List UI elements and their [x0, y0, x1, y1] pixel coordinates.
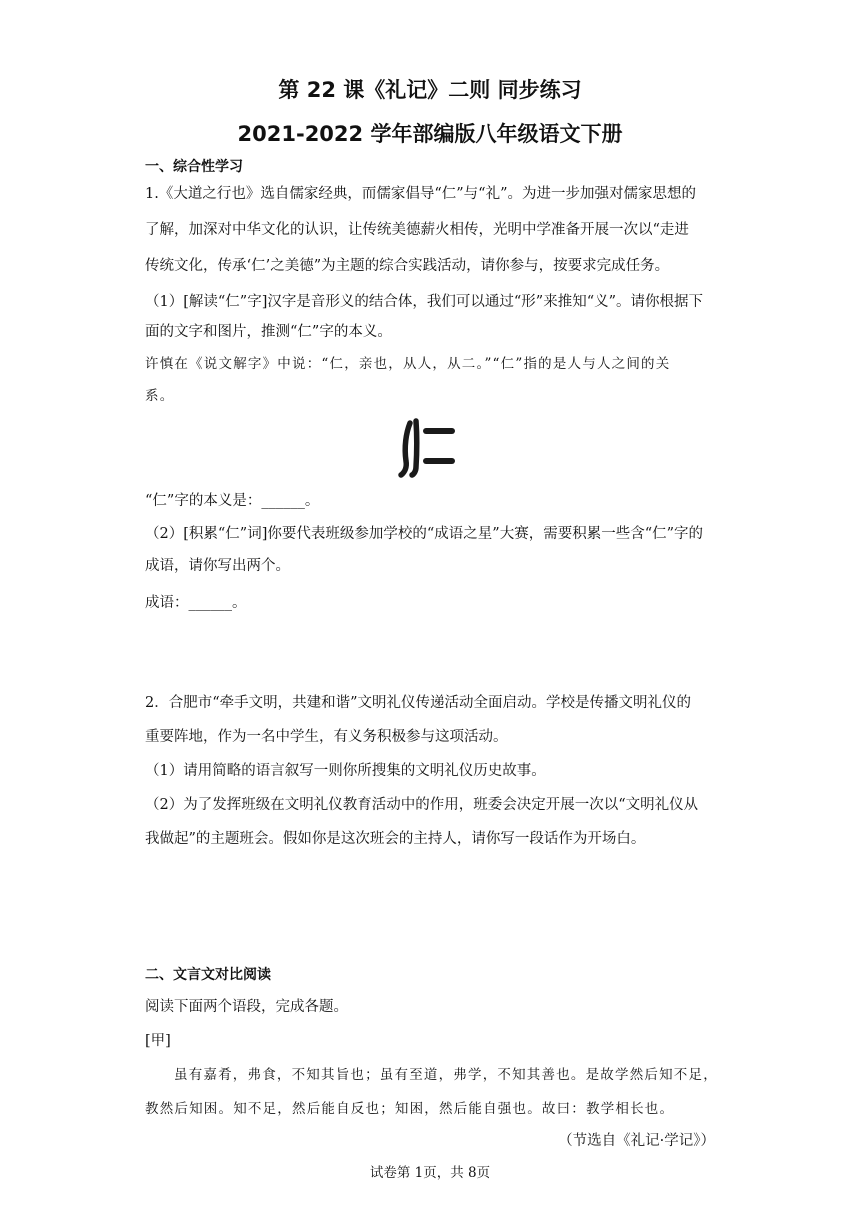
passage-label-jia: [甲]: [145, 1033, 171, 1049]
question-1-sub-2: （2）[积累“仁”词]你要代表班级参加学校的“成语之星”大赛，需要积累一些含“仁”字的: [145, 526, 704, 542]
shuowen-quote: 许慎在《说文解字》中说：“仁，亲也，从人，从二。”“仁”指的是人与人之间的关: [145, 356, 671, 372]
answer-blank-idioms: 成语：______。: [145, 595, 247, 611]
section-heading-classical-reading: 二、文言文对比阅读: [145, 967, 271, 983]
question-1-sub-1: 面的文字和图片，推测“仁”字的本义。: [145, 324, 392, 340]
question-1-text: 1.《大道之行也》选自儒家经典，而儒家倡导“仁”与“礼”。为进一步加强对儒家思想的: [145, 186, 696, 202]
answer-blank-ren-meaning: “仁”字的本义是：______。: [145, 493, 320, 509]
page-number-footer: 试卷第 1页，共 8页: [369, 1165, 491, 1181]
page-subtitle: 2021-2022 学年部编版八年级语文下册: [237, 122, 623, 146]
question-2-text: 2．合肥市“牵手文明，共建和谐”文明礼仪传递活动全面启动。学校是传播文明礼仪的: [145, 695, 692, 711]
question-1-text: 传统文化，传承‘仁’之美德”为主题的综合实践活动，请你参与，按要求完成任务。: [145, 258, 670, 274]
question-2-text: 重要阵地，作为一名中学生，有义务积极参与这项活动。: [145, 729, 508, 745]
question-1-sub-1: （1）[解读“仁”字]汉字是音形义的结合体，我们可以通过“形”来推知“义”。请你根据下: [145, 294, 704, 310]
classical-passage: 教然后知困。知不足，然后能自反也；知困，然后能自强也。故曰：教学相长也。: [145, 1101, 675, 1117]
passage-source: （节选自《礼记·学记》）: [558, 1133, 715, 1149]
page-title: 第 22 课《礼记》二则 同步练习: [278, 78, 582, 102]
reading-instructions: 阅读下面两个语段，完成各题。: [145, 999, 348, 1015]
shuowen-quote: 系。: [145, 388, 175, 404]
section-heading-integrated-study: 一、综合性学习: [145, 159, 243, 175]
question-1-text: 了解，加深对中华文化的认识，让传统美德薪火相传，光明中学准备开展一次以“走进: [145, 222, 689, 238]
ancient-ren-character-icon: [396, 417, 458, 479]
question-2-sub-2: （2）为了发挥班级在文明礼仪教育活动中的作用，班委会决定开展一次以“文明礼仪从: [145, 797, 699, 813]
question-1-sub-2: 成语，请你写出两个。: [145, 558, 290, 574]
question-2-sub-2: 我做起”的主题班会。假如你是这次班会的主持人，请你写一段话作为开场白。: [145, 831, 646, 847]
classical-passage: 虽有嘉肴，弗食，不知其旨也；虽有至道，弗学，不知其善也。是故学然后知不足，: [174, 1067, 718, 1083]
question-2-sub-1: （1）请用简略的语言叙写一则你所搜集的文明礼仪历史故事。: [145, 763, 546, 779]
